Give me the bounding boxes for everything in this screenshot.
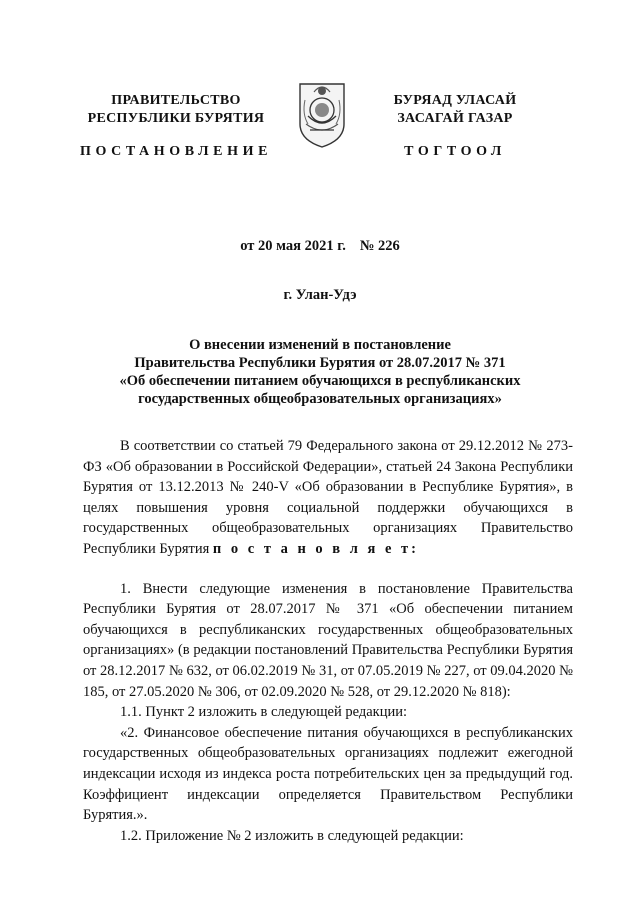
document-type-bua: ТОГТООЛ	[404, 144, 506, 159]
document-city: г. Улан-Удэ	[283, 287, 357, 303]
item-1-1-paragraph: 1.1. Пункт 2 изложить в следующей редакции:	[120, 704, 408, 721]
government-name-bua-line2: ЗАСАГАЙ ГАЗАР	[397, 111, 513, 126]
document-type-ru: ПОСТАНОВЛЕНИЕ	[79, 144, 273, 159]
government-name-line2: РЕСПУБЛИКИ БУРЯТИЯ	[87, 111, 265, 126]
government-name-bua-line1: БУРЯАД УЛАСАЙ	[393, 93, 517, 108]
document-number: № 226	[359, 238, 400, 254]
title-line: «Об обеспечении питанием обучающихся в республиканских	[119, 373, 521, 389]
item-1-paragraph: 1. Внести следующие изменения в постановление Правительства Республики Бурятия от 28.07.2017 № 371 «Об обеспечении питанием обучающихся в республиканских государственных общеобразовательных организациях» (в редакции постановлений Правительства Республики Бурятия от 28.12.2017 № 632, от 06.02.2019 № 31, от 07.05.2019 № 227, от 09.04.2020 № 185, от 27.05.2020 № 306, от 02.09.2020 № 528, от 29.12.2020 № 818):	[83, 580, 573, 700]
item-1-2-paragraph: 1.2. Приложение № 2 изложить в следующей редакции:	[120, 827, 464, 844]
government-name-line1: ПРАВИТЕЛЬСТВО	[111, 93, 241, 108]
title-line: О внесении изменений в постановление	[189, 337, 451, 353]
document-date: от 20 мая 2021 г.	[240, 238, 346, 254]
preamble-paragraph	[83, 436, 573, 560]
coat-of-arms-emblem-icon	[296, 80, 348, 150]
document-date-line	[0, 238, 640, 255]
resolve-word: п о с т а н о в л я е т:	[212, 540, 419, 557]
header-left-block	[66, 92, 286, 161]
header-right-block	[350, 92, 560, 161]
preamble-text: В соответствии со статьей 79 Федерального закона от 29.12.2012 № 273-ФЗ «Об образовании в Российской Федерации», статьей 24 Закона Республики Бурятия от 13.12.2013 № 240-V «Об образовании в Республике Бурятия», в целях повышения уровня социальной поддержки обучающихся в государственных общеобразовательных организациях Правительство Республики Бурятия	[83, 438, 573, 557]
title-line: Правительства Республики Бурятия от 28.07.2017 № 371	[134, 355, 506, 371]
title-line: государственных общеобразовательных организациях»	[138, 391, 502, 407]
quoted-amendment-paragraph: «2. Финансовое обеспечение питания обучающихся в республиканских государственных общеобразовательных организациях подлежит ежегодной индексации исходя из индекса роста потребительских цен за предыдущий год. Коэффициент индексации определяется Правительством Республики Бурятия.».	[83, 724, 573, 824]
document-title	[80, 336, 560, 408]
document-body	[83, 436, 573, 846]
